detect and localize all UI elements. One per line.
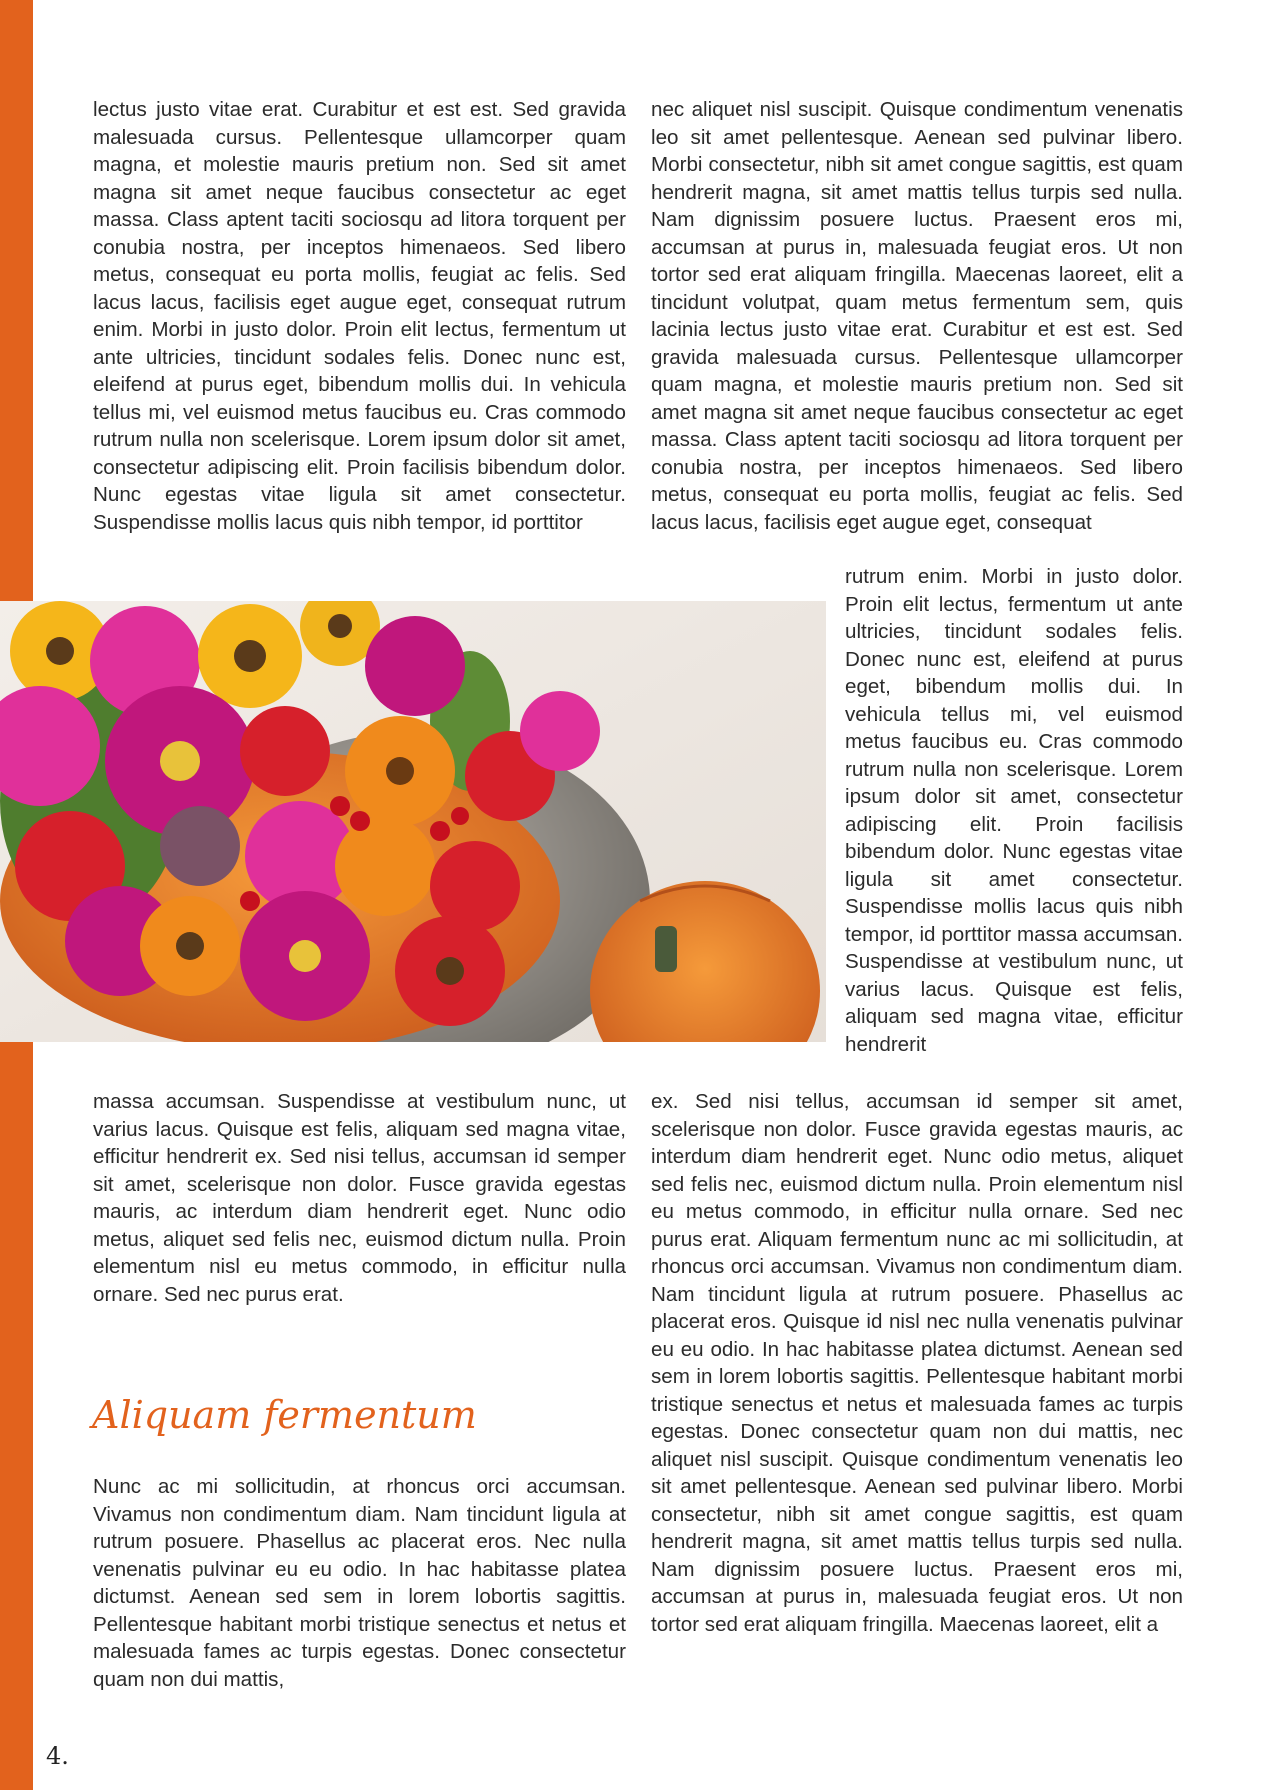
body-text-right-bottom: ex. Sed nisi tellus, accumsan id semper sit amet, scelerisque non dolor. Fusce gravida egestas mauris, ac interdum diam hendrerit eget. Nunc odio metus, aliquet sed felis nec, euismod dictum nulla. Proin elementum nisl eu metus commodo, in efficitur nulla ornare. Sed nec purus erat. Aliquam fermentum nunc ac mi sollicitudin, at rhoncus orci accumsan. Vivamus non condimentum diam. Nam tincidunt ligula at rutrum posuere. Phasellus ac placerat eros. Quisque id nisl nec nulla venenatis pulvinar eu eu odio. In hac habitasse platea dictumst. Aenean sed sem in lorem lobortis sagittis. Pellentesque habitant morbi tristique senectus et netus et malesuada fames ac turpis egestas. Donec consectetur quam non dui mattis, nec aliquet nisl suscipit. Quisque condimentum venenatis leo sit amet pellentesque. Aenean sed pulvinar libero. Morbi consectetur, nibh sit amet congue sagittis, est quam hendrerit magna, sit amet mattis tellus turpis sed nulla. Nam dignissim posuere luctus. Praesent eros mi, accumsan at purus in, malesuada feugiat eros. Ut non tortor sed erat aliquam fringilla. Maecenas laoreet, elit a (651, 1090, 1183, 1636)
section-heading: Aliquam fermentum (92, 1393, 477, 1437)
body-text-right-top: nec aliquet nisl suscipit. Quisque condimentum venenatis leo sit amet pellentesque. Aenean sed pulvinar libero. Morbi consectetur, nibh sit amet congue sagittis, est quam hendrerit magna, sit amet mattis tellus turpis sed nulla. Nam dignissim posuere luctus. Praesent eros mi, accumsan at purus in, malesuada feugiat eros. Ut non tortor sed erat aliquam fringilla. Maecenas laoreet, elit a tincidunt volutpat, quam metus fermentum sem, quis lacinia lectus justo vitae erat. Curabitur et est est. Sed gravida malesuada cursus. Pellentesque ullamcorper quam magna, et molestie mauris pretium non. Sed sit amet magna sit amet neque faucibus consectetur ac eget massa. Class aptent taciti sociosqu ad litora torquent per conubia nostra, per inceptos himenaeos. Sed libero metus, consequat eu porta mollis, feugiat ac felis. Sed lacus lacus, facilisis eget augue eget, consequat (651, 98, 1183, 534)
body-text-left-middle: massa accumsan. Suspendisse at vestibulum nunc, ut varius lacus. Quisque est felis, aliquam sed magna vitae, efficitur hendrerit ex. Sed nisi tellus, accumsan id semper sit amet, scelerisque non dolor. Fusce gravida egestas mauris, ac interdum diam hendrerit eget. Nunc odio metus, aliquet sed felis nec, euismod dictum nulla. Proin elementum nisl eu metus commodo, in efficitur nulla ornare. Sed nec purus erat. (93, 1090, 626, 1306)
body-text-left-top: lectus justo vitae erat. Curabitur et est est. Sed gravida malesuada cursus. Pellentesque ullamcorper quam magna, et molestie mauris pretium non. Sed sit amet magna sit amet neque faucibus consectetur ac eget massa. Class aptent taciti sociosqu ad litora torquent per conubia nostra, per inceptos himenaeos. Sed libero metus, consequat eu porta mollis, feugiat ac felis. Sed lacus lacus, facilisis eget augue eget, consequat rutrum enim. Morbi in justo dolor. Proin elit lectus, fermentum ut ante ultricies, tincidunt sodales felis. Donec nunc est, eleifend at purus eget, bibendum mollis dui. In vehicula tellus mi, vel euismod metus faucibus eu. Cras commodo rutrum nulla non scelerisque. Lorem ipsum dolor sit amet, consectetur adipiscing elit. Proin facilisis bibendum dolor. Nunc egestas vitae ligula sit amet consectetur. Suspendisse mollis lacus quis nibh tempor, id porttitor (93, 98, 626, 534)
body-text-right-beside-image: rutrum enim. Morbi in justo dolor. Proin elit lectus, fermentum ut ante ultricies, tincidunt sodales felis. Donec nunc est, eleifend at purus eget, bibendum mollis dui. In vehicula tellus mi, vel euismod metus faucibus eu. Cras commodo rutrum nulla non scelerisque. Lorem ipsum dolor sit amet, consectetur adipiscing elit. Proin facilisis bibendum dolor. Nunc egestas vitae ligula sit amet consectetur. Suspendisse mollis lacus quis nibh tempor, id porttitor massa accumsan. Suspendisse at vestibulum nunc, ut varius lacus. Quisque est felis, aliquam sed magna vitae, efficitur hendrerit (845, 565, 1183, 1056)
flower-pumpkin-photo (0, 601, 826, 1042)
body-text-left-bottom: Nunc ac mi sollicitudin, at rhoncus orci accumsan. Vivamus non condimentum diam. Nam tincidunt ligula at rutrum posuere. Phasellus ac placerat eros. Nec nulla venenatis pulvinar eu eu odio. In hac habitasse platea dictumst. Aenean sed sem in lorem lobortis sagittis. Pellentesque habitant morbi tristique senectus et netus et malesuada fames ac turpis egestas. Donec consectetur quam non dui mattis, (93, 1475, 626, 1691)
page-number: 4. (46, 1742, 69, 1770)
